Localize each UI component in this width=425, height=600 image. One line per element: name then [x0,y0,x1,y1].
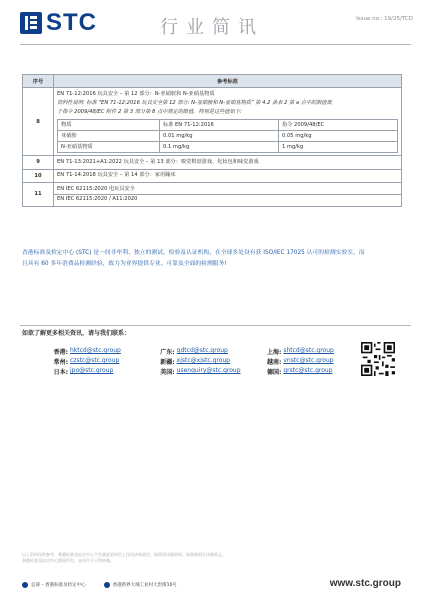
email-link[interactable]: usenquiry@stc.group [176,366,241,374]
cell: 0.01 mg/kg [160,130,279,141]
office-label: 德国: [266,368,282,376]
org-name: 总部 – 香港标准及检定中心 [31,583,86,588]
reference-standards-table [22,74,402,207]
email-link[interactable]: gdtcd@stc.group [176,347,228,355]
intro-line: 且具有 60 多年消费品检测经验，致力为业界提供专业、可靠及全面的检测服务! [22,261,227,267]
informative-note-cont: 于指令 2009/48/EC 附件 2 第 3 部分第 8 点中规定的限值。特别是这些值如下: [57,109,242,116]
contact-divider [20,325,411,326]
email-link[interactable]: xjstc@xjstc.group [176,357,230,365]
row-number: 8 [23,88,54,156]
email-link[interactable]: grstc@stc.group [283,366,333,374]
office-label: 日本: [53,368,68,376]
cell: 1 mg/kg [279,141,398,152]
cell: 0.1 mg/kg [160,141,279,152]
stc-logo [20,10,97,36]
contact-row [40,367,360,377]
email-link[interactable]: jpo@stc.group [70,366,114,374]
limit-values-table [57,119,398,153]
table-row [23,169,402,182]
contact-row [40,347,360,357]
cell: 物质 [58,119,160,130]
stc-logo-icon [20,12,42,34]
table-row [23,88,402,156]
contact-heading: 如欲了解更多相关资讯，请与我们联系： [22,330,131,337]
footer-org [22,582,86,588]
row-number: 10 [23,169,54,182]
address-text: 香港新界大埔工业村大贵街10号 [112,583,177,588]
page-header [0,0,425,44]
header-divider [20,44,411,45]
disclaimer-line: 香港标准及检定中心版权所有，未经许可不得转载。 [22,558,114,563]
column-header-reference: 参考标准 [54,75,402,88]
office-label: 美国: [160,368,175,376]
office-label: 新疆: [160,359,175,367]
email-link[interactable]: vnstc@stc.group [283,357,334,365]
office-label: 越南: [266,359,282,367]
row-content: EN 71-14:2018 玩具安全 – 第 14 部分：家用蹦床 [54,169,402,182]
footer-address [104,582,177,588]
cell: 标准 EN 71-12:2016 [160,119,279,130]
office-label: 上海: [266,349,282,357]
sub-table-row [58,130,398,141]
email-link[interactable]: hktcd@stc.group [70,347,121,355]
intro-line: 香港标准及检定中心 (STC) 是一间非牟利、独立的测试、检验及认证机构，在全球多处设有获 ISO/IEC 17025 认可的检测实验室，而 [22,250,365,256]
disclaimer-line: 以上资料仅供参考，香港标准及检定中心不会就此资料负上任何法律责任，如需更详细资料，请查阅相关法规原文。 [22,552,226,557]
email-link[interactable]: shtcd@stc.group [283,347,334,355]
footer-disclaimer [22,552,406,564]
office-label: 香港: [53,349,68,357]
cell: 0.05 mg/kg [279,130,398,141]
sub-table-row [58,119,398,130]
cell: N-亚硝基物质 [58,141,160,152]
standard-title: EN IEC 62115:2020 / A11:2020 [54,194,401,204]
sub-table-row [58,141,398,152]
email-link[interactable]: czstc@stc.group [70,357,120,365]
row-content: EN 71-13:2021+A1:2022 玩具安全 – 第 13 部分：嗅觉棋盘游戏、化妆包和味觉游戏 [54,156,402,169]
stc-introduction [22,248,406,270]
location-icon [104,582,110,588]
qr-code-icon[interactable] [361,342,395,376]
cell: 指令 2009/48/EC [279,119,398,130]
standard-title: EN IEC 62115:2020 电玩具安全 [57,185,135,192]
issue-number: Issue no.: 19/25/TCD [356,16,413,22]
page-title: 行业简讯 [160,17,264,38]
office-label: 常州: [53,359,68,367]
table-row [23,156,402,169]
office-label: 广东: [160,349,175,357]
row-content [54,88,402,156]
contact-row [40,357,360,367]
table-row [23,183,402,207]
row-number: 11 [23,183,54,207]
building-icon [22,582,28,588]
standard-title: EN 71-12:2016 玩具安全 – 第 12 部分：N-亚硝胺和 N-亚硝基物质 [57,90,215,97]
informative-note: 资料性说明: 标准 “EN 71-12:2016 玩具安全第 12 部分: N-亚硝胺和 N-亚硝基物质” 第 4.2 条表 2 第 a 点中的限值低 [57,99,332,106]
column-header-no: 序号 [23,75,54,88]
row-content [54,183,402,207]
logo-text: STC [46,9,97,36]
cell: 亚硝胺 [58,130,160,141]
row-number: 9 [23,156,54,169]
contact-list [40,347,360,376]
table-header-row [23,75,402,88]
website-link[interactable]: www.stc.group [329,578,401,589]
